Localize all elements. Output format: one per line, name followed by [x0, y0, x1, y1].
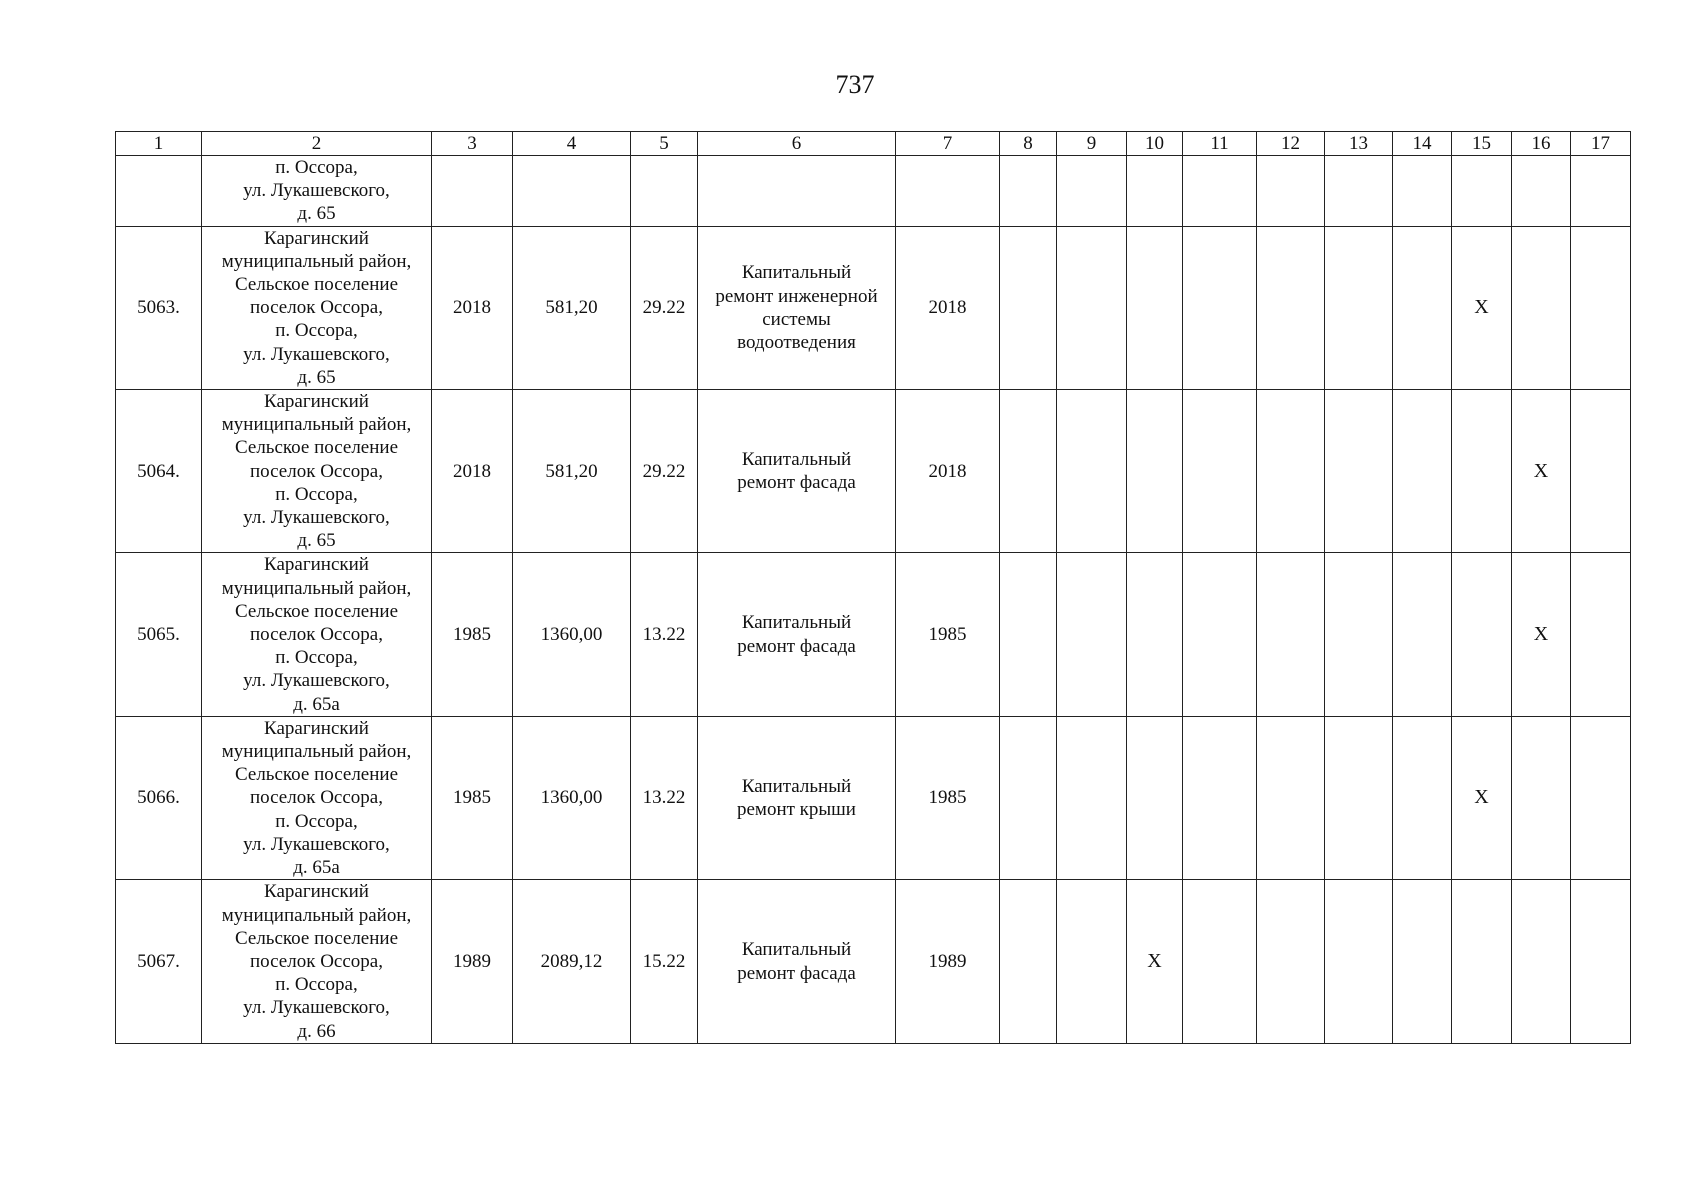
empty-cell-col-12 — [1257, 156, 1325, 227]
empty-cell-col-9 — [1057, 716, 1127, 879]
code-cell: 13.22 — [631, 716, 698, 879]
column-header-7: 7 — [896, 132, 1000, 156]
empty-cell-col-14 — [1393, 553, 1452, 716]
capital-repair-table — [115, 131, 1631, 1044]
empty-cell-col-17 — [1571, 390, 1631, 553]
empty-cell-col-13 — [1325, 716, 1393, 879]
empty-cell-col-11 — [1183, 156, 1257, 227]
empty-cell-col-14 — [1393, 716, 1452, 879]
empty-cell-col-11 — [1183, 226, 1257, 389]
empty-cell-col-16 — [1512, 880, 1571, 1043]
empty-cell-col-15 — [1452, 390, 1512, 553]
empty-cell-col-17 — [1571, 716, 1631, 879]
column-header-17: 17 — [1571, 132, 1631, 156]
year-cell: 1985 — [432, 553, 513, 716]
row-number-cell: 5064. — [116, 390, 202, 553]
page-number: 737 — [835, 70, 875, 99]
table-row — [116, 716, 1631, 879]
work-type-cell: Капитальный ремонт фасада — [698, 880, 896, 1043]
table-row — [116, 390, 1631, 553]
table-row — [116, 880, 1631, 1043]
empty-cell-col-8 — [1000, 553, 1057, 716]
mark-cell-col-16: X — [1512, 390, 1571, 553]
mark-cell-col-15: X — [1452, 716, 1512, 879]
column-header-9: 9 — [1057, 132, 1127, 156]
area-cell: 581,20 — [513, 226, 631, 389]
area-cell: 1360,00 — [513, 716, 631, 879]
empty-cell-col-9 — [1057, 553, 1127, 716]
empty-cell-col-9 — [1057, 156, 1127, 227]
column-header-5: 5 — [631, 132, 698, 156]
empty-cell-col-9 — [1057, 226, 1127, 389]
work-type-cell: Капитальный ремонт фасада — [698, 553, 896, 716]
column-header-1: 1 — [116, 132, 202, 156]
plan-year-cell — [896, 156, 1000, 227]
empty-cell-col-15 — [1452, 553, 1512, 716]
area-cell: 1360,00 — [513, 553, 631, 716]
address-cell: Карагинский муниципальный район, Сельское поселение поселок Оссора, п. Оссора, ул. Лукашевского, д. 65а — [202, 716, 432, 879]
plan-year-cell: 2018 — [896, 390, 1000, 553]
year-cell: 1985 — [432, 716, 513, 879]
work-type-cell — [698, 156, 896, 227]
column-header-3: 3 — [432, 132, 513, 156]
row-number-cell: 5063. — [116, 226, 202, 389]
table-row — [116, 226, 1631, 389]
address-cell: Карагинский муниципальный район, Сельское поселение поселок Оссора, п. Оссора, ул. Лукашевского, д. 65а — [202, 553, 432, 716]
table-body — [116, 156, 1631, 1044]
column-header-16: 16 — [1512, 132, 1571, 156]
year-cell: 1989 — [432, 880, 513, 1043]
empty-cell-col-12 — [1257, 226, 1325, 389]
mark-cell-col-10: X — [1127, 880, 1183, 1043]
mark-cell-col-16: X — [1512, 553, 1571, 716]
empty-cell-col-17 — [1571, 553, 1631, 716]
empty-cell-col-17 — [1571, 880, 1631, 1043]
empty-cell-col-13 — [1325, 390, 1393, 553]
code-cell: 29.22 — [631, 390, 698, 553]
empty-cell-col-9 — [1057, 390, 1127, 553]
empty-cell-col-17 — [1571, 156, 1631, 227]
empty-cell-col-14 — [1393, 390, 1452, 553]
year-cell — [432, 156, 513, 227]
empty-cell-col-14 — [1393, 226, 1452, 389]
row-number-cell: 5066. — [116, 716, 202, 879]
code-cell: 13.22 — [631, 553, 698, 716]
column-header-4: 4 — [513, 132, 631, 156]
empty-cell-col-8 — [1000, 880, 1057, 1043]
empty-cell-col-12 — [1257, 716, 1325, 879]
empty-cell-col-14 — [1393, 156, 1452, 227]
empty-cell-col-13 — [1325, 156, 1393, 227]
column-header-14: 14 — [1393, 132, 1452, 156]
row-number-cell — [116, 156, 202, 227]
row-number-cell: 5065. — [116, 553, 202, 716]
code-cell — [631, 156, 698, 227]
empty-cell-col-10 — [1127, 553, 1183, 716]
address-cell: Карагинский муниципальный район, Сельское поселение поселок Оссора, п. Оссора, ул. Лукашевского, д. 65 — [202, 390, 432, 553]
empty-cell-col-11 — [1183, 716, 1257, 879]
empty-cell-col-17 — [1571, 226, 1631, 389]
work-type-cell: Капитальный ремонт крыши — [698, 716, 896, 879]
empty-cell-col-10 — [1127, 226, 1183, 389]
empty-cell-col-14 — [1393, 880, 1452, 1043]
empty-cell-col-15 — [1452, 156, 1512, 227]
work-type-cell: Капитальный ремонт инженерной системы водоотведения — [698, 226, 896, 389]
column-header-8: 8 — [1000, 132, 1057, 156]
address-cell: Карагинский муниципальный район, Сельское поселение поселок Оссора, п. Оссора, ул. Лукашевского, д. 65 — [202, 226, 432, 389]
table-row — [116, 156, 1631, 227]
work-type-cell: Капитальный ремонт фасада — [698, 390, 896, 553]
year-cell: 2018 — [432, 390, 513, 553]
column-header-12: 12 — [1257, 132, 1325, 156]
code-cell: 29.22 — [631, 226, 698, 389]
column-number-row — [116, 132, 1631, 156]
empty-cell-col-12 — [1257, 880, 1325, 1043]
table-header — [116, 132, 1631, 156]
empty-cell-col-13 — [1325, 553, 1393, 716]
empty-cell-col-11 — [1183, 390, 1257, 553]
empty-cell-col-15 — [1452, 880, 1512, 1043]
empty-cell-col-11 — [1183, 553, 1257, 716]
mark-cell-col-15: X — [1452, 226, 1512, 389]
address-cell: п. Оссора, ул. Лукашевского, д. 65 — [202, 156, 432, 227]
plan-year-cell: 2018 — [896, 226, 1000, 389]
area-cell: 2089,12 — [513, 880, 631, 1043]
column-header-11: 11 — [1183, 132, 1257, 156]
area-cell — [513, 156, 631, 227]
plan-year-cell: 1985 — [896, 553, 1000, 716]
empty-cell-col-10 — [1127, 156, 1183, 227]
row-number-cell: 5067. — [116, 880, 202, 1043]
empty-cell-col-13 — [1325, 880, 1393, 1043]
empty-cell-col-8 — [1000, 226, 1057, 389]
empty-cell-col-16 — [1512, 716, 1571, 879]
column-header-13: 13 — [1325, 132, 1393, 156]
empty-cell-col-12 — [1257, 390, 1325, 553]
empty-cell-col-8 — [1000, 390, 1057, 553]
address-cell: Карагинский муниципальный район, Сельское поселение поселок Оссора, п. Оссора, ул. Лукашевского, д. 66 — [202, 880, 432, 1043]
empty-cell-col-10 — [1127, 716, 1183, 879]
empty-cell-col-9 — [1057, 880, 1127, 1043]
empty-cell-col-16 — [1512, 156, 1571, 227]
year-cell: 2018 — [432, 226, 513, 389]
plan-year-cell: 1989 — [896, 880, 1000, 1043]
column-header-10: 10 — [1127, 132, 1183, 156]
empty-cell-col-12 — [1257, 553, 1325, 716]
code-cell: 15.22 — [631, 880, 698, 1043]
empty-cell-col-16 — [1512, 226, 1571, 389]
plan-year-cell: 1985 — [896, 716, 1000, 879]
area-cell: 581,20 — [513, 390, 631, 553]
empty-cell-col-13 — [1325, 226, 1393, 389]
column-header-2: 2 — [202, 132, 432, 156]
empty-cell-col-8 — [1000, 716, 1057, 879]
empty-cell-col-8 — [1000, 156, 1057, 227]
table-row — [116, 553, 1631, 716]
empty-cell-col-10 — [1127, 390, 1183, 553]
column-header-6: 6 — [698, 132, 896, 156]
column-header-15: 15 — [1452, 132, 1512, 156]
empty-cell-col-11 — [1183, 880, 1257, 1043]
